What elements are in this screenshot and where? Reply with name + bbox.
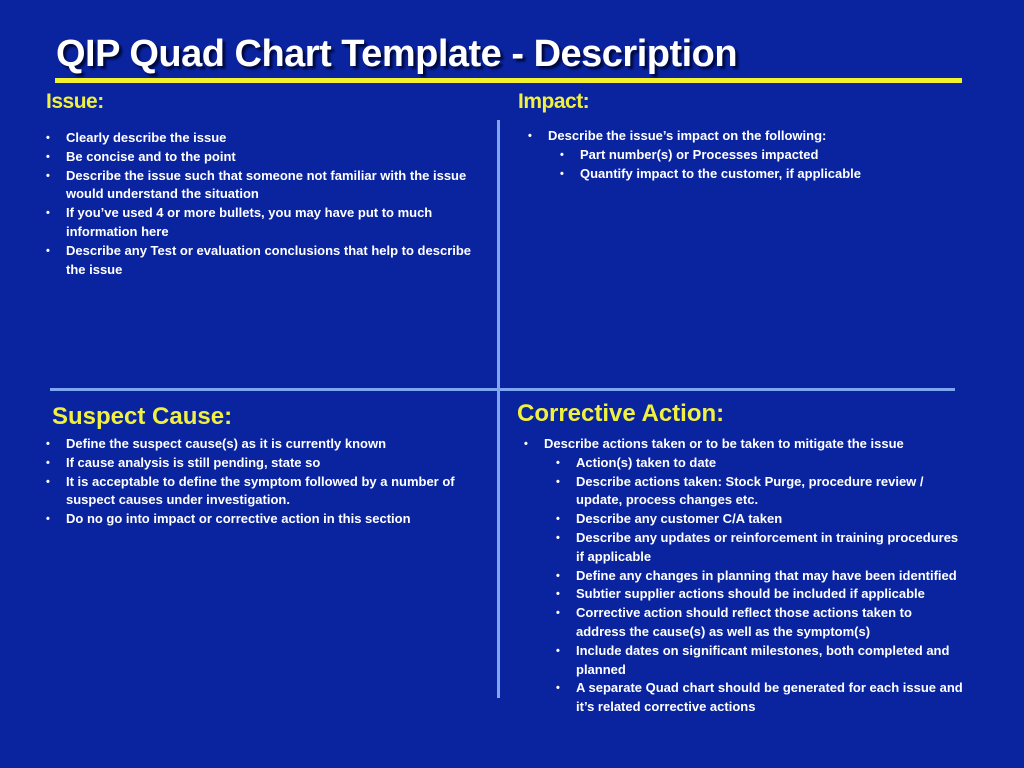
suspect-cause-bullet-list [46, 435, 491, 529]
corrective-action-sub-bullet: • Subtier supplier actions should be included if applicable [524, 585, 964, 604]
impact-bullet: • Describe the issue’s impact on the following: [528, 127, 968, 146]
corrective-action-sub-bullet: • Describe any updates or reinforcement in training procedures if applicable [524, 529, 964, 567]
issue-bullet: • Describe any Test or evaluation conclusions that help to describe the issue [46, 242, 486, 280]
suspect-cause-heading: Suspect Cause: [52, 403, 233, 430]
corrective-action-bullet: • Describe actions taken or to be taken to mitigate the issue [524, 435, 964, 454]
corrective-action-sub-bullet: • A separate Quad chart should be generated for each issue and it’s related corrective actions [524, 679, 964, 717]
corrective-action-sub-bullet: • Corrective action should reflect those actions taken to address the cause(s) as well as the symptom(s) [524, 604, 964, 642]
corrective-action-heading: Corrective Action: [517, 400, 725, 427]
impact-bullet-list [528, 127, 968, 183]
slide-title: QIP Quad Chart Template - Description [56, 33, 738, 75]
suspect-cause-bullet: • Define the suspect cause(s) as it is currently known [46, 435, 491, 454]
issue-bullet: • Describe the issue such that someone not familiar with the issue would understand the situation [46, 167, 486, 205]
issue-bullet-list [46, 129, 486, 279]
impact-heading: Impact: [518, 90, 590, 113]
corrective-action-sub-bullet: • Include dates on significant milestones, both completed and planned [524, 642, 964, 680]
vertical-divider [497, 120, 500, 698]
suspect-cause-bullet: • If cause analysis is still pending, state so [46, 454, 491, 473]
corrective-action-sub-bullet: • Action(s) taken to date [524, 454, 964, 473]
horizontal-divider [50, 388, 955, 391]
impact-sub-bullet: • Quantify impact to the customer, if applicable [528, 165, 968, 184]
corrective-action-sub-bullet: • Describe any customer C/A taken [524, 510, 964, 529]
corrective-action-sub-bullet: • Describe actions taken: Stock Purge, procedure review / update, process changes etc. [524, 473, 964, 511]
impact-sub-bullet: • Part number(s) or Processes impacted [528, 146, 968, 165]
suspect-cause-bullet: • It is acceptable to define the symptom followed by a number of suspect causes under investigation. [46, 473, 491, 511]
issue-bullet: • Be concise and to the point [46, 148, 486, 167]
title-underline [55, 78, 962, 83]
issue-bullet: • If you’ve used 4 or more bullets, you may have put to much information here [46, 204, 486, 242]
corrective-action-bullet-list [524, 435, 964, 717]
corrective-action-sub-bullet: • Define any changes in planning that may have been identified [524, 567, 964, 586]
issue-heading: Issue: [46, 90, 104, 113]
suspect-cause-bullet: • Do no go into impact or corrective action in this section [46, 510, 491, 529]
issue-bullet: • Clearly describe the issue [46, 129, 486, 148]
